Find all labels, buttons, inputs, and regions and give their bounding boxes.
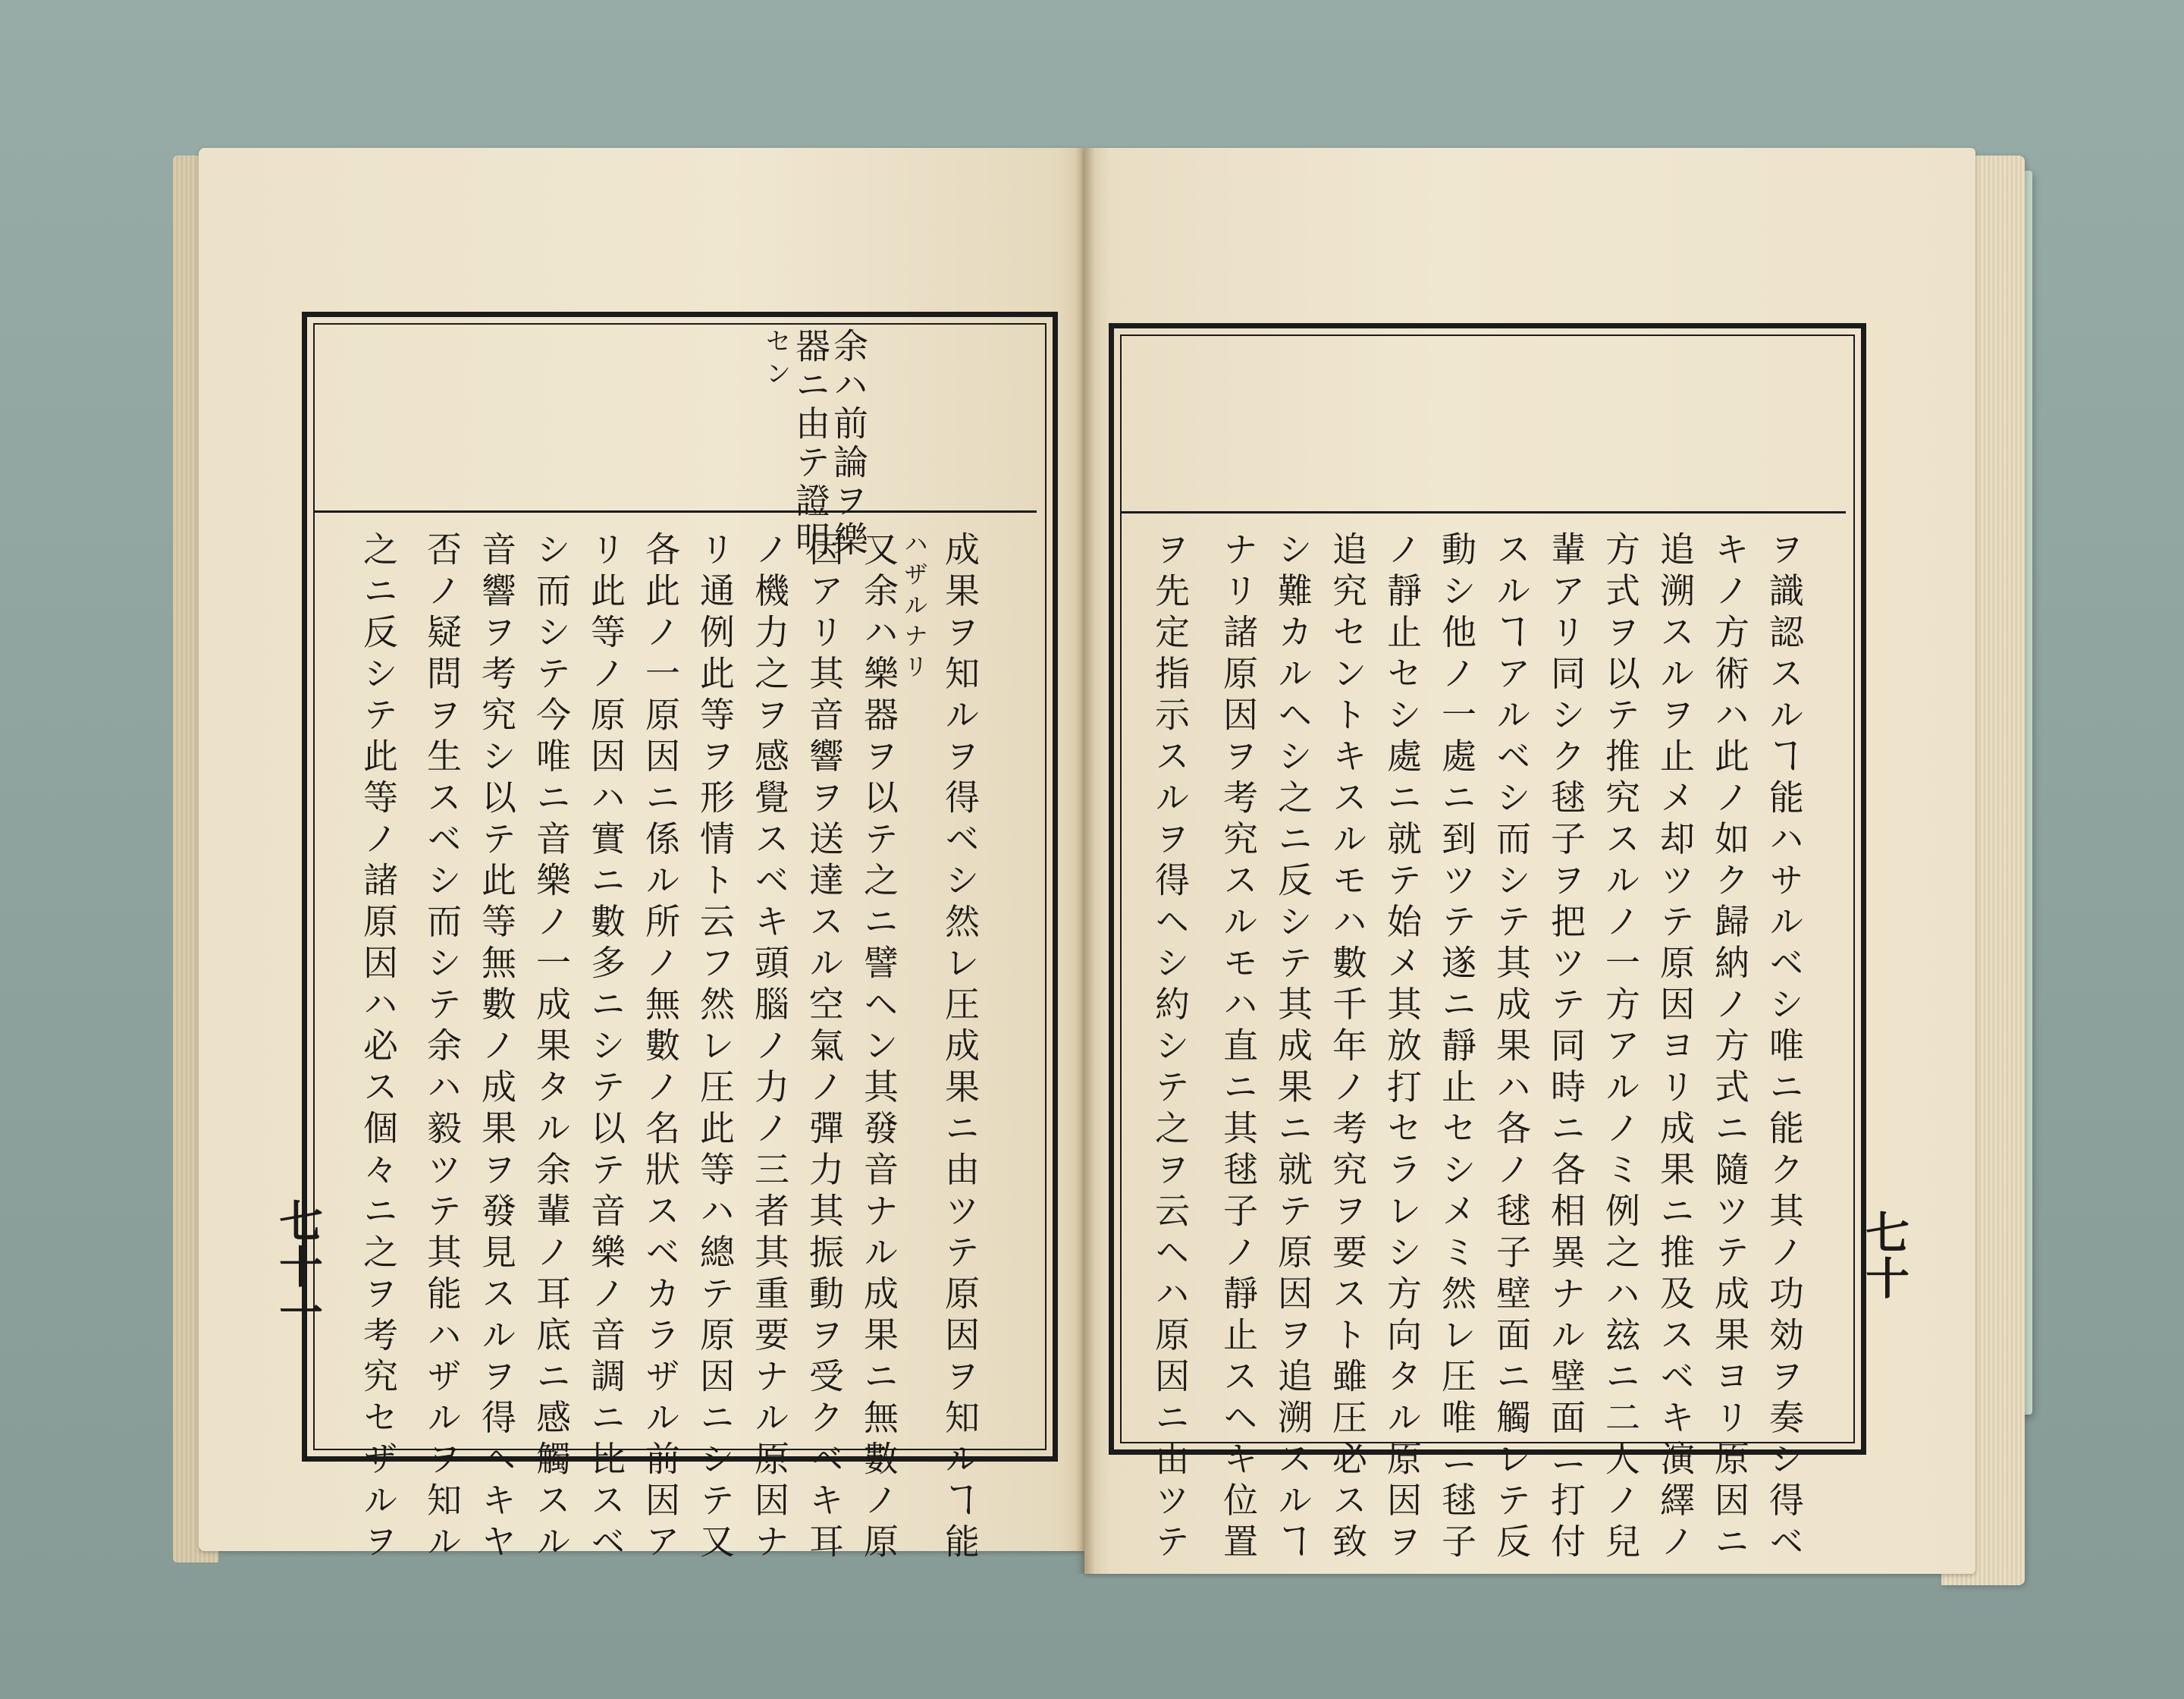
text-column: ナリ諸原因ヲ考究スルモハ直ニ其毬子ノ靜止スヘキ位置 [1218, 531, 1259, 1565]
text-column: 音響ヲ考究シ以テ此等無數ノ成果ヲ發見スルヲ得ヘキヤ [476, 531, 517, 1565]
text-column: シ而シテ今唯ニ音樂ノ一成果タル余輩ノ耳底ニ感觸スル [531, 531, 572, 1565]
text-column: 成果ヲ知ルヲ得ベシ然レ圧成果ニ由ツテ原因ヲ知ルヿ能 [940, 531, 981, 1565]
text-column: 追究セントキスルモハ數千年ノ考究ヲ要スト雖圧必ス致 [1327, 531, 1368, 1565]
text-column: 方式ヲ以テ推究スルノ一方アルノミ例之ハ玆ニ二人ノ兒 [1600, 531, 1641, 1565]
page-number: 七十 [1858, 1210, 1909, 1301]
header-line: セン [761, 328, 791, 392]
text-column: シ難カルヘシ之ニ反シテ其成果ニ就テ原因ヲ追溯スルヿ [1272, 531, 1313, 1565]
text-column: 因アリ其音響ヲ送達スル空氣ノ彈力其振動ヲ受クベキ耳 [804, 531, 845, 1565]
text-column: 動シ他ノ一處ニ到ツテ遂ニ靜止セシメミ然レ圧唯ニ毬子 [1436, 531, 1477, 1565]
text-column: 追溯スルヲ止メ却ツテ原因ヨリ成果ニ推及スベキ演繹ノ [1655, 531, 1696, 1565]
text-column: リ此等ノ原因ハ實ニ數多ニシテ以テ音樂ノ音調ニ比スベ [585, 531, 626, 1565]
text-column: 各此ノ一原因ニ係ル所ノ無數ノ名狀スベカラザル前因ア [640, 531, 681, 1565]
text-column: ヲ先定指示スルヲ得ヘシ約シテ之ヲ云ヘハ原因ニ由ツテ [1150, 531, 1191, 1565]
text-column: ノ靜止セシ處ニ就テ始メ其放打セラレシ方向タル原因ヲ [1382, 531, 1423, 1565]
text-column: 又余ハ樂器ヲ以テ之ニ譬ヘン其發音ナル成果ニ無數ノ原 [858, 531, 899, 1565]
text-column: リ通例此等ヲ形情ト云フ然レ圧此等ハ總テ原因ニシテ又 [695, 531, 736, 1565]
page-number: 七十一 [271, 1198, 323, 1335]
text-column: 輩アリ同シク毬子ヲ把ツテ同時ニ各相異ナル壁面ニ打付 [1545, 531, 1586, 1565]
header-line: 余ハ前論ヲ樂 [828, 328, 869, 560]
right-header-rule [1122, 511, 1846, 513]
text-column: 之ニ反シテ此等ノ諸原因ハ必ス個々ニ之ヲ考究セザルヲ [358, 531, 399, 1565]
left-header-rule [315, 510, 1037, 513]
text-column: ハザルナリ [900, 531, 929, 685]
text-column: スルヿアルベシ而シテ其成果ハ各ノ毬子壁面ニ觸レテ反 [1491, 531, 1532, 1565]
header-line: 器ニ由テ證明 [790, 328, 831, 560]
text-column: ヲ識認スルヿ能ハサルベシ唯ニ能ク其ノ功効ヲ奏シ得ベ [1764, 531, 1805, 1565]
text-column: ノ機力之ヲ感覺スベキ頭腦ノ力ノ三者其重要ナル原因ナ [749, 531, 790, 1565]
book-gutter [1075, 148, 1095, 1574]
text-column: 否ノ疑問ヲ生スベシ而シテ余ハ毅ツテ其能ハザルヲ知ル [422, 531, 463, 1565]
text-column: キノ方術ハ此ノ如ク歸納ノ方式ニ隨ツテ成果ヨリ原因ニ [1709, 531, 1750, 1565]
